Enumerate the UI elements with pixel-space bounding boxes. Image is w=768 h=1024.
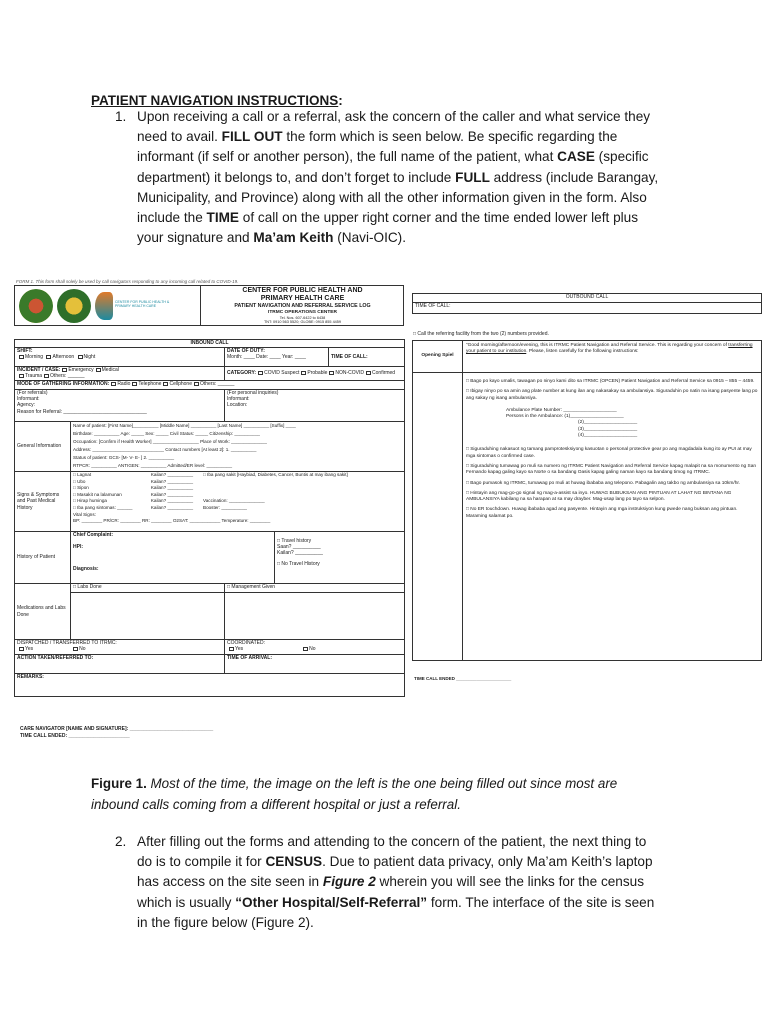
date-parts: Month: ____ Date: ____ Year: ____ (227, 354, 306, 361)
arrival-field[interactable]: TIME OF ARRIVAL: (225, 655, 405, 674)
med-label: Medications and Labs Done (15, 584, 71, 640)
b: TIME (206, 210, 240, 226)
opt: NON-COVID (335, 370, 365, 377)
time-call-ended-field[interactable]: TIME CALL ENDED: ______________________ (20, 733, 130, 739)
person: (4)____________________ (578, 433, 638, 439)
checkbox[interactable] (44, 374, 49, 378)
heading-text: PATIENT NAVIGATION INSTRUCTIONS (91, 93, 339, 108)
time-of-call-field[interactable]: TIME OF CALL: (329, 348, 405, 367)
history-cell[interactable] (71, 532, 275, 584)
person: Persons in the Ambulance: (1)____________________ (506, 414, 624, 420)
b: Figure 2 (322, 874, 376, 890)
coordinated-cell (225, 640, 405, 655)
dispatched-cell (15, 640, 225, 655)
opt: No (309, 646, 316, 653)
opt: Others: ______ (50, 373, 85, 380)
steps-cell: □ Bago po kayo umalis, tawagan po ninyo kami dito sa ITRMC (OPCEN) Patient Navigation and Referral Service sa 0915 – 855 – 4459. □ Ibigay ninyo po sa amin ang plate number at kung ilan ang nakasakay sa ambulansiya. Siguraduhin po natin na isang pasyente lang po ang sakay ng isang ambulansiya. Ambulance Plate Number: ____________________ Persons in the Ambulance: (1)____________________ (2)____________________ (3)____________________ (4)____________________ □ Siguraduhing nakasuot ng tamang pamprotesksiyong kasuotan o personal protective gear po ang magdadala kung ito ay PUI at may mga sintomas o confirmed case. □ Siguraduhing tumawag po muli sa numero ng ITRMC Patient Navigation and Referral Service kapag malapit na sa monumento ng San Fernando kapag galing kayo sa Norte o sa bandang Oasis kapag galing naman kayo sa bandang timog ng ITRMC. □ Bago pumasok ng ITRMC, tumawag po muli at huwag ibababa ang telepono. Pabagalin ang takbo ng ambulansiya sa 10km/hr. □ Hintayin ang mag-go-go signal ng mag-a-assist sa inyo. HUWAG BUBUKSAN ANG PINTUAN AT LAHAT NG BINTANA NG AMBULANSIYA kabilang na sa harapan at sa may drayber. Mag-usap lang po tayo sa selpon. □ No ER touchdown. Huwag ibababa agad ang pasyente. Hintayin ang mga instruksiyon kung pwede nang buksan ang pintuan. Maraming salamat po. (463, 373, 762, 661)
item-number: 1. (115, 109, 127, 124)
mode-cell (15, 381, 405, 390)
checkbox[interactable] (96, 368, 101, 372)
checkbox[interactable] (62, 368, 67, 372)
tel: Tel. Nos. 607-6422 to 6438 (279, 315, 326, 320)
t: of call on the upper right corner and the time ended lower left plus your signature and (137, 210, 639, 246)
line: (For personal inquiries) (227, 390, 279, 396)
b: “Other Hospital/Self-Referral” (235, 894, 428, 910)
history-label: History of Patient (15, 532, 71, 584)
plate: Ambulance Plate Number: ____________________ (506, 407, 617, 413)
opt: Medical (101, 367, 119, 373)
opt: Night (83, 354, 96, 361)
opt: Yes (235, 646, 244, 653)
title-line: PATIENT NAVIGATION AND REFERRAL SERVICE LOG (234, 303, 371, 309)
spiel-label: Opening Spiel (413, 341, 463, 373)
checkbox[interactable] (19, 374, 24, 378)
opt: Others: ______ (200, 381, 235, 387)
labs-area[interactable] (71, 593, 225, 640)
category-label: CATEGORY: (227, 370, 257, 377)
incident-label: INCIDENT / CASE: (17, 367, 61, 373)
incident-cell (15, 367, 225, 381)
t: (Navi-OIC). (333, 230, 406, 246)
mode-label: MODE OF GATHERING INFORMATION: (17, 381, 110, 387)
checkbox[interactable] (19, 647, 24, 651)
other-illness: Iba pang sakit [Haybiad, Diabetes, Cancer, Buntis at may ibang sakit] (207, 472, 348, 477)
line: Occupation: [Confirm if Health Worker] __________________ Place of Work: ______________ (73, 439, 267, 444)
checkbox[interactable] (229, 647, 234, 651)
travel-cell[interactable]: □ Travel history Saan? __________ Kailan? __________ □ No Travel History (275, 532, 405, 584)
checkbox[interactable] (111, 382, 116, 386)
step: Bago pumasok ng ITRMC, tumawag po muli at huwag ibababa ang telepono. Pabagalin ang takbo ng ambulansiya sa 10km/hr. (470, 480, 741, 486)
line: Agency: (17, 402, 36, 409)
travel: Travel history (281, 538, 312, 544)
general-cell[interactable] (71, 422, 405, 472)
shift-label: SHIFT: (17, 348, 33, 354)
doh-seal-icon (19, 289, 53, 323)
ambulance-fields[interactable] (506, 408, 758, 439)
opt: Afternoon (52, 354, 75, 361)
step: Bago po kayo umalis, tawagan po ninyo kami dito sa ITRMC (OPCEN) Patient Navigation and Referral Service sa 0915 – 855 – 4459. (470, 379, 755, 384)
blank (413, 373, 463, 661)
kailan: Kailan? __________ (150, 491, 193, 497)
outbound-time-ended-field[interactable]: TIME CALL ENDED ______________________ (414, 676, 512, 681)
line: Status of patient: GCS- [M- V- E- ] 2. __________ (73, 455, 175, 460)
kailan: Kailan? __________ (150, 504, 193, 510)
no-travel: No Travel History (281, 560, 320, 567)
diagnosis: Diagnosis: (73, 566, 99, 573)
person: (3)____________________ (578, 426, 638, 432)
t: . Due to patient data privacy, only Ma’am Keith’s laptop has access on the site seen in (137, 854, 653, 890)
vitals-label: Vital Signs: (73, 511, 96, 517)
outbound-title: OUTBOUND CALL (413, 294, 761, 303)
remarks-field[interactable]: REMARKS: (15, 674, 405, 697)
step: Ibigay ninyo po sa amin ang plate number at kung ilan ang nakasakay sa ambulansiya. Siguraduhin po natin na isang pasyente lang po ang sakay ng isang ambulansiya. (466, 389, 758, 401)
item-number: 2. (115, 834, 127, 849)
t: . Please, listen carefully for the following instructions: (526, 349, 639, 355)
checkbox[interactable] (303, 647, 308, 651)
page-heading (91, 93, 343, 108)
line: Address: ____________________________ Contact numbers [At least 2]: 1. __________ (73, 447, 257, 452)
signs-label: Signs & Symptoms and Past Medical History (15, 472, 71, 532)
opt: No (79, 646, 86, 653)
vitals-line: BP: ________ PR/CR: ________ RR: ________ O2SAT: ____________ Temperature: ________ (73, 518, 271, 524)
saan: Saan? __________ (277, 544, 321, 551)
t: Upon receiving a call or a referral, ask the concern of the caller and what service they need to avail. (137, 109, 651, 145)
instruction-text (137, 107, 660, 248)
kailan: Kailan? __________ (150, 498, 193, 504)
hpi: HPI: (73, 544, 83, 551)
opt: Radio (117, 381, 131, 387)
opt: Probable (307, 370, 328, 377)
dispatched-label: DISPATCHED / TRANSFERRED TO ITRMC: (17, 640, 117, 646)
mgmt-cell: □ Management Given (225, 584, 405, 593)
labs-cell: □ Labs Done (71, 584, 225, 593)
b: Ma’am Keith (253, 230, 334, 246)
opt: Morning (25, 354, 44, 361)
call-note: □ Call the referring facility from the two (2) numbers provided. (413, 331, 549, 337)
instruction-1 (115, 107, 660, 248)
step: No ER touchdown. Huwag ibababa agad ang pasyente. Hintayin ang mga instruksiyon kung pwede nang buksan ang pintuan. Maraming salamat po. (466, 507, 738, 519)
b: CENSUS (265, 854, 323, 870)
hotlines: TNT: 0910 563 5520; GLOBE: 0915 855 4459 (263, 320, 342, 324)
step: Siguraduhing nakasuot ng tamang pamprotesksiyong kasuotan o personal protective gear po ang magdadala kung ito ay PUI at may mga sintomas o confirmed case. (466, 447, 752, 459)
call-note-text: Call the referring facility from the two (2) numbers provided. (417, 331, 549, 337)
symptom: Iba pang sintomas: ______ (77, 504, 133, 510)
shift-cell (15, 348, 225, 367)
mgmt-area[interactable] (225, 593, 405, 640)
kailan: Kailan? __________ (277, 550, 323, 557)
line: Reason for Referral: ______________________________ (17, 408, 147, 415)
symptom: Masakit na lalamunan (77, 491, 122, 497)
t: After filling out the forms and attending to the concern of the patient, the next thing to do is to compile it for (137, 834, 647, 870)
symptom: Sipon (77, 485, 89, 491)
line: Informant: (17, 396, 40, 403)
signs-cell[interactable]: □ Lagnat Kailan? __________ □ Ubo Kailan? __________ □ Sipon Kailan? __________ □ Masakit na lalamunan Kailan? __________ □ Hirap huminga Kailan? __________ □ Iba pang sintomas: ______ Kailan? __________ □ Iba pang sakit [Haybiad, Diabetes, Cancer, Buntis at may ibang sakit] Vaccination: ______________ Booster: __________ Vital Signs: BP: ________ PR/CR: ________ RR: ________ O2SAT: ____________ Temperature: ________ (71, 472, 405, 532)
checkbox[interactable] (78, 355, 83, 359)
t: address (include Barangay, Municipality, and Province) along with all the other information given in the form. Also include the (137, 169, 659, 226)
line: (For referrals) (17, 390, 48, 396)
opt: Emergency (68, 367, 94, 373)
figure-text: Most of the time, the image on the left is the one being filled out since most are inbound calls coming from a different hospital or just a referral. (91, 776, 618, 812)
opt: COVID Suspect (264, 370, 300, 377)
care-navigator-field[interactable]: CARE NAVIGATOR [NAME AND SIGNATURE]: ______________________________ (20, 726, 214, 732)
symptom: Hirap huminga (77, 498, 107, 504)
checkbox[interactable] (366, 371, 371, 375)
outbound-box (412, 293, 762, 314)
kailan: Kailan? __________ (150, 472, 193, 477)
heading-colon: : (338, 93, 343, 108)
instruction-2 (115, 832, 660, 933)
line: Informant: (227, 396, 250, 403)
logo-text: CENTER FOR PUBLIC HEALTH & PRIMARY HEALTH CARE (115, 300, 170, 309)
logos (15, 286, 201, 325)
form-title (202, 287, 403, 325)
checkbox[interactable] (46, 355, 51, 359)
t: wherein you will see the links for the census which is usually (137, 874, 645, 910)
opt: Cellphone (169, 381, 192, 387)
category-cell (225, 367, 405, 381)
checkbox[interactable] (258, 371, 263, 375)
step: Siguraduhing tumawag po muli sa numero ng ITRMC Patient Navigation and Referral Service kapag malapit na sa monumento ng San Fernando kapag galing kayo sa Norte o sa bandang Oasis kapag galing naman kayo sa bandang timog ng ITRMC. (466, 463, 757, 476)
symptom: Lagnat (77, 472, 92, 477)
symptom: Ubo (77, 478, 86, 484)
spiel-table (412, 340, 762, 661)
cphphc-logo-icon (95, 292, 113, 320)
labs: Labs Done (77, 584, 102, 590)
mgmt: Management Given (231, 584, 276, 590)
t: “Good morning/afternoon/evening, this is ITRMC Patient Navigation and Referral Service. This is regarding your concern of (466, 343, 729, 348)
form-note: FORM 1. This form shall solely be used by call navigators responding to any incoming call related to COVID-19. (16, 279, 239, 284)
kailan: Kailan? __________ (150, 485, 193, 491)
personal-cell[interactable] (225, 390, 405, 422)
checkbox[interactable] (301, 371, 306, 375)
date-cell[interactable] (225, 348, 329, 367)
b: FULL (455, 169, 490, 185)
booster: Booster: __________ (203, 504, 247, 510)
vaccination: Vaccination: ______________ (203, 498, 265, 503)
opt: Confirmed (372, 370, 396, 377)
line: Name of patient: [First Name]__________ [Middle Name] __________ [Last Name] __________ [Suffix] ____ (73, 423, 296, 428)
inbound-form (14, 339, 405, 697)
general-label: General Information (15, 422, 71, 472)
instruction-text (137, 832, 660, 933)
line: RTPCR: __________ ANTIGEN: __________ Admitted/ER level: __________ (73, 463, 233, 468)
b: FILL OUT (221, 129, 283, 145)
opt: Telephone (138, 381, 162, 387)
spiel-text (463, 341, 762, 373)
checkbox[interactable] (19, 355, 24, 359)
outbound-time-field[interactable]: TIME OF CALL: (415, 303, 451, 309)
checkbox[interactable] (329, 371, 334, 375)
coordinated-label: COORDINATED: (227, 640, 265, 646)
title-line: PRIMARY HEALTH CARE (260, 295, 345, 302)
referral-cell[interactable] (15, 390, 225, 422)
figure-1-caption (91, 773, 651, 815)
t: form. The interface of the site is seen in the figure below (Figure 2). (137, 894, 655, 930)
checkbox[interactable] (132, 382, 137, 386)
checkbox[interactable] (163, 382, 168, 386)
date-label: DATE OF DUTY: (227, 348, 265, 354)
line: Birthdate: __________ Age: _____ Sex: _____ Civil Status: _____ Citizenship: __________ (73, 431, 260, 436)
b: CASE (557, 149, 595, 165)
t: (specific department) it belongs to, and don’t forget to include (137, 149, 649, 185)
person: (2)____________________ (578, 420, 638, 426)
checkbox[interactable] (194, 382, 199, 386)
title-line: CENTER FOR PUBLIC HEALTH AND (242, 287, 363, 294)
form-header (14, 285, 404, 326)
inbound-title: INBOUND CALL (15, 340, 405, 348)
hospital-seal-icon (57, 289, 91, 323)
chief-complaint: Chief Complaint: (73, 532, 113, 538)
step: Hintayin ang mag-go-go signal ng mag-a-assist sa inyo. HUWAG BUBUKSAN ANG PINTUAN AT LAHAT NG BINTANA NG AMBULANSIYA kabilang na sa harapan at sa may drayber. Mag-usap lang po tayo sa selpon. (466, 490, 732, 503)
title-line: ITRMC OPERATIONS CENTER (268, 309, 337, 315)
opt: Yes (25, 646, 34, 653)
figure-label: Figure 1. (91, 776, 147, 791)
u: transferring your patient to our institution (466, 343, 753, 355)
t: the form which is seen below. Be specific regarding the informant (if self or another person), the full name of the patient, what (137, 129, 618, 165)
line: Location: (227, 402, 248, 409)
action-field[interactable]: ACTION TAKEN/REFERRED TO: (15, 655, 225, 674)
kailan: Kailan? __________ (150, 478, 193, 484)
checkbox[interactable] (73, 647, 78, 651)
opt: Trauma (25, 373, 43, 380)
